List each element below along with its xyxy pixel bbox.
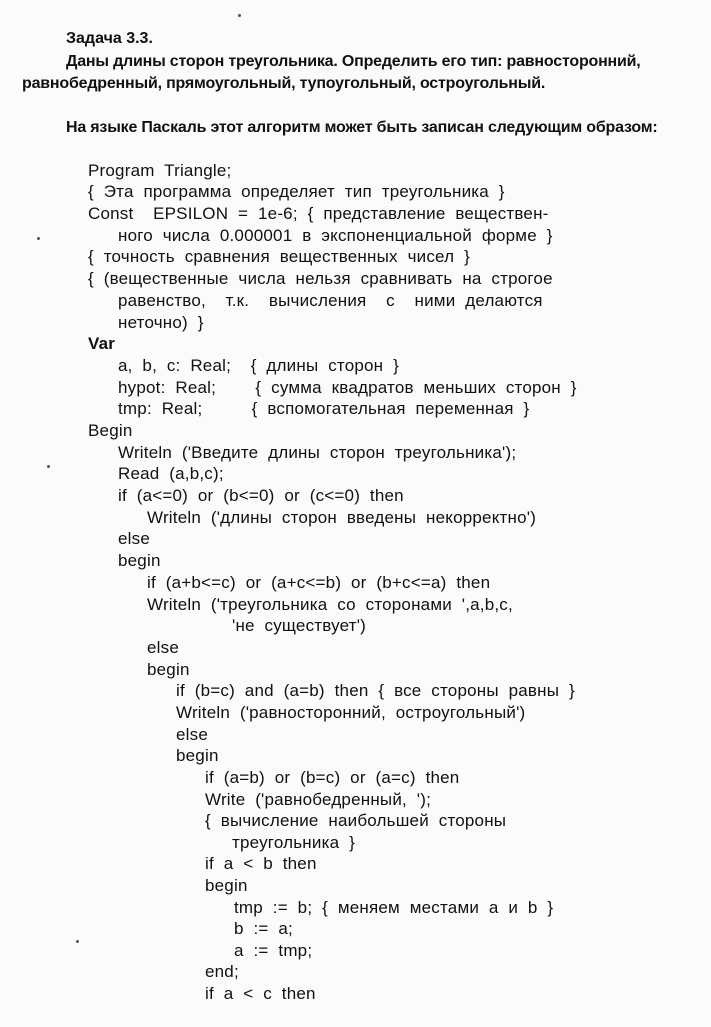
code-line: hypot: Real; { сумма квадратов меньших сторон } bbox=[118, 378, 577, 397]
code-line: Const EPSILON = 1e-6; { представление веществен- bbox=[88, 204, 549, 223]
code-line: end; bbox=[205, 962, 239, 981]
scan-speck bbox=[238, 14, 241, 17]
code-line: Read (a,b,c); bbox=[118, 464, 224, 483]
code-line: tmp: Real; { вспомогательная переменная } bbox=[118, 399, 530, 418]
code-line: begin bbox=[118, 551, 161, 570]
code-line: неточно) } bbox=[118, 313, 204, 332]
scan-speck bbox=[37, 237, 40, 240]
code-line: Writeln ('равносторонний, остроугольный') bbox=[176, 703, 526, 722]
task-heading: Задача 3.3. bbox=[66, 30, 153, 47]
code-line: { вычисление наибольшей стороны bbox=[205, 811, 507, 830]
task-description: Даны длины сторон треугольника. Определить его тип: равносторонний, равнобедренный, прямоугольный, тупоугольный, остроугольный. bbox=[22, 53, 641, 92]
code-line: Var bbox=[88, 334, 116, 353]
scan-speck bbox=[76, 940, 79, 943]
code-line: tmp := b; { меняем местами a и b } bbox=[234, 898, 554, 917]
code-line: begin bbox=[205, 876, 248, 895]
code-line: Writeln ('длины сторон введены некорректно') bbox=[147, 508, 537, 527]
code-line: Write ('равнобедренный, '); bbox=[205, 790, 432, 809]
code-line: { Эта программа определяет тип треугольника } bbox=[88, 182, 505, 201]
code-line: 'не существует') bbox=[232, 616, 367, 635]
code-line: if (a=b) or (b=c) or (a=c) then bbox=[205, 768, 460, 787]
code-line: { точность сравнения вещественных чисел } bbox=[88, 247, 470, 266]
code-line: { (вещественные числа нельзя сравнивать на строгое bbox=[88, 269, 553, 288]
code-line: Writeln ('Введите длины сторон треугольника'); bbox=[118, 443, 517, 462]
intro-paragraph: На языке Паскаль этот алгоритм может быть записан следующим образом: bbox=[66, 119, 658, 136]
code-line: Writeln ('треугольника со сторонами ',a,b,c, bbox=[147, 595, 513, 614]
code-line: if a < b then bbox=[205, 854, 317, 873]
code-line: if (a<=0) or (b<=0) or (c<=0) then bbox=[118, 486, 404, 505]
code-line: begin bbox=[176, 746, 219, 765]
code-line: begin bbox=[147, 660, 190, 679]
code-line: else bbox=[118, 529, 150, 548]
code-line: треугольника } bbox=[232, 833, 355, 852]
code-line: a := tmp; bbox=[234, 941, 313, 960]
code-line: Begin bbox=[88, 421, 133, 440]
code-line: if (b=c) and (a=b) then { все стороны равны } bbox=[176, 681, 575, 700]
code-line: if a < c then bbox=[205, 984, 316, 1003]
code-line: else bbox=[147, 638, 179, 657]
code-line: a, b, c: Real; { длины сторон } bbox=[118, 356, 399, 375]
code-line: равенство, т.к. вычисления с ними делаются bbox=[118, 291, 543, 310]
code-line: Program Triangle; bbox=[88, 161, 232, 180]
scan-speck bbox=[47, 465, 50, 468]
code-line: ного числа 0.000001 в экспоненциальной форме } bbox=[118, 226, 553, 245]
code-line: if (a+b<=c) or (a+c<=b) or (b+c<=a) then bbox=[147, 573, 491, 592]
code-line: else bbox=[176, 725, 208, 744]
code-line: b := a; bbox=[234, 919, 293, 938]
